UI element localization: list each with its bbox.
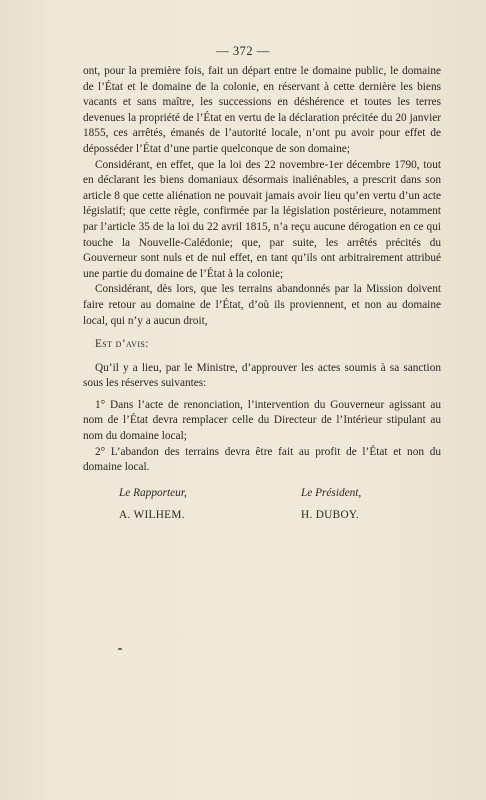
president-name: H. DUBOY. (301, 509, 360, 521)
paragraph-reserve-2: 2° L’abandon des terrains devra être fait au profit de l’État et non du domaine local. (83, 445, 441, 474)
signature-block (83, 485, 441, 524)
avis-heading: Est d’avis: (95, 338, 149, 351)
president-role: Le Président, (301, 487, 362, 499)
page-number: — 372 — (216, 44, 270, 58)
paragraph-considerant-2: Considérant, dès lors, que les terrains abandonnés par la Mission doivent faire retour au domaine de l’État, d’où ils proviennent, et non au domaine local, qui n’y a aucun droit, (83, 283, 441, 327)
rapporteur-role: Le Rapporteur, (119, 487, 187, 499)
ink-speck (118, 648, 122, 650)
paragraph-continuation: ont, pour la première fois, fait un départ entre le domaine public, le domaine de l’État et le domaine de la colonie, en réservant à cette dernière les biens vacants et sans maître, les successions en déshérence et toutes les terres devenues la propriété de l’État en vertu de la déclaration précitée du 20 janvier 1855, ces arrêtés, émanés de l’autorité locale, n’ont pu avoir pour effet de déposséder l’État d’une partie quelconque de son domaine; (83, 65, 441, 155)
paragraph-reserve-1: 1° Dans l’acte de renonciation, l’intervention du Gouverneur agissant au nom de l’État devra remplacer celle du Directeur de l’Intérieur stipulant au nom du domaine local; (83, 398, 441, 443)
rapporteur-name: A. WILHEM. (119, 509, 185, 521)
paragraph-avis-intro: Qu’il y a lieu, par le Ministre, d’approuver les actes soumis à sa sanction sous les réserves suivantes: (83, 361, 441, 390)
paragraph-considerant-1: Considérant, en effet, que la loi des 22 novembre-1er décembre 1790, tout en déclarant les biens domaniaux désormais inaliénables, a prescrit dans son article 8 que cette aliénation ne pouvait jamais avoir lieu qu’en vertu d’un acte législatif; que cette règle, confirmée par la législation postérieure, notamment par l’article 35 de la loi du 22 avril 1815, n’a reçu aucune dérogation en ce qui touche la Nouvelle-Calédonie; que, par suite, les arrêtés précités du Gouverneur sont nuls et de nul effet, en tant qu’ils ont arbitrairement attribué une partie du domaine de l’État à la colonie; (83, 158, 441, 280)
document-body (83, 64, 441, 476)
